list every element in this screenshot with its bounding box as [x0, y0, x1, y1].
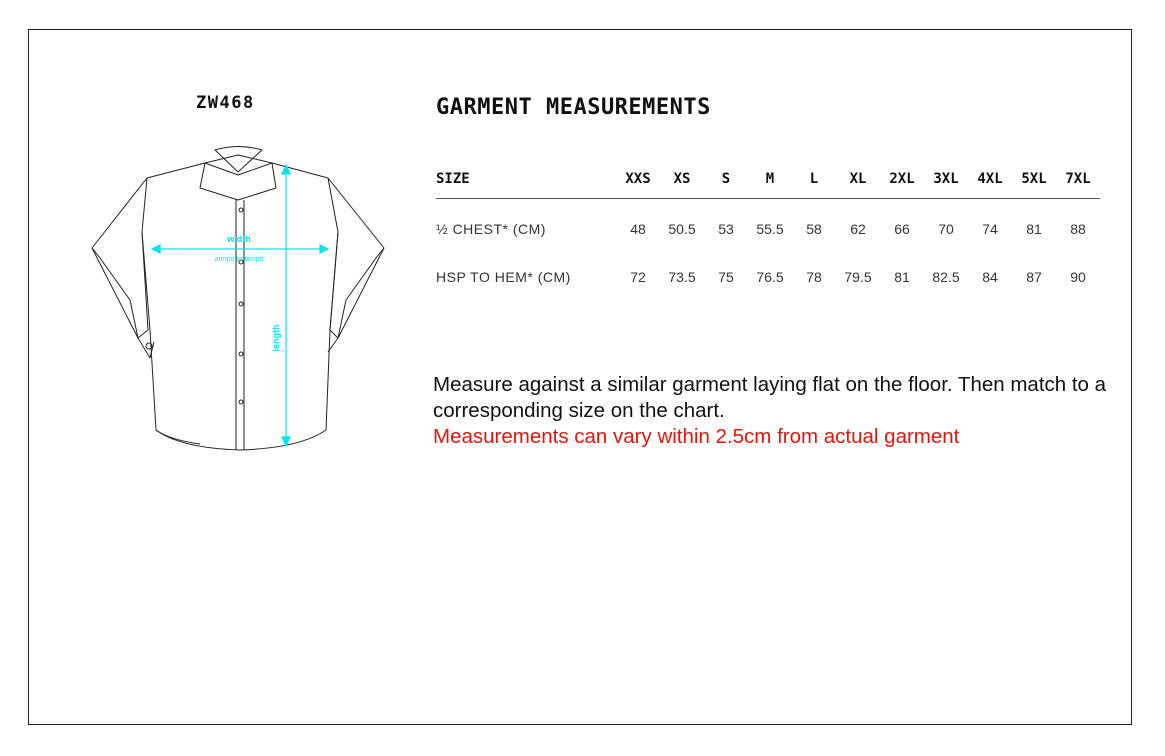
size-header: SIZE — [436, 160, 616, 199]
table-cell: 75 — [718, 269, 734, 285]
size-column-header: 2XL — [880, 160, 924, 199]
table-cell: 66 — [894, 221, 910, 237]
table-cell: 58 — [806, 221, 822, 237]
table-cell: 79.5 — [844, 269, 872, 285]
table-cell: 84 — [982, 269, 998, 285]
table-row — [436, 253, 1100, 301]
size-column-header: M — [748, 160, 792, 199]
instruction-text: Measure against a similar garment laying flat on the floor. Then match to a corresponding size on the chart. — [433, 373, 1107, 422]
table-cell: 81 — [1026, 221, 1042, 237]
table-cell: 53 — [718, 221, 734, 237]
table-cell: 88 — [1070, 221, 1086, 237]
collar — [200, 163, 276, 200]
product-code: ZW468 — [196, 93, 255, 113]
table-cell: 70 — [938, 221, 954, 237]
size-column-header: XXS — [616, 160, 660, 199]
table-cell: 76.5 — [756, 269, 784, 285]
size-column-header: 3XL — [924, 160, 968, 199]
length-label: length — [271, 324, 281, 352]
chart-title: GARMENT MEASUREMENTS — [436, 95, 711, 120]
size-column-header: L — [792, 160, 836, 199]
table-cell: 62 — [850, 221, 866, 237]
size-column-header: 4XL — [968, 160, 1012, 199]
width-sublabel: armpit to armpit — [214, 256, 264, 263]
size-column-header: 5XL — [1012, 160, 1056, 199]
size-column-header: XL — [836, 160, 880, 199]
table-cell: 81 — [894, 269, 910, 285]
table-cell: 90 — [1070, 269, 1086, 285]
size-chart-table — [436, 160, 1100, 301]
table-cell: 78 — [806, 269, 822, 285]
table-cell: 82.5 — [932, 269, 960, 285]
size-column-header: 7XL — [1056, 160, 1100, 199]
size-header-row — [436, 160, 1100, 199]
table-row — [436, 199, 1100, 254]
warning-text: Measurements can vary within 2.5cm from actual garment — [433, 425, 960, 448]
measurement-note — [433, 372, 1123, 450]
row-label: ½ CHEST* (CM) — [436, 221, 546, 237]
shirt-sketch — [85, 140, 390, 460]
table-cell: 73.5 — [668, 269, 696, 285]
size-column-header: XS — [660, 160, 704, 199]
row-label: HSP TO HEM* (CM) — [436, 269, 571, 285]
size-column-header: S — [704, 160, 748, 199]
table-cell: 72 — [630, 269, 646, 285]
table-cell: 87 — [1026, 269, 1042, 285]
table-cell: 74 — [982, 221, 998, 237]
table-cell: 55.5 — [756, 221, 784, 237]
width-label: width — [227, 234, 251, 244]
table-cell: 48 — [630, 221, 646, 237]
table-cell: 50.5 — [668, 221, 696, 237]
